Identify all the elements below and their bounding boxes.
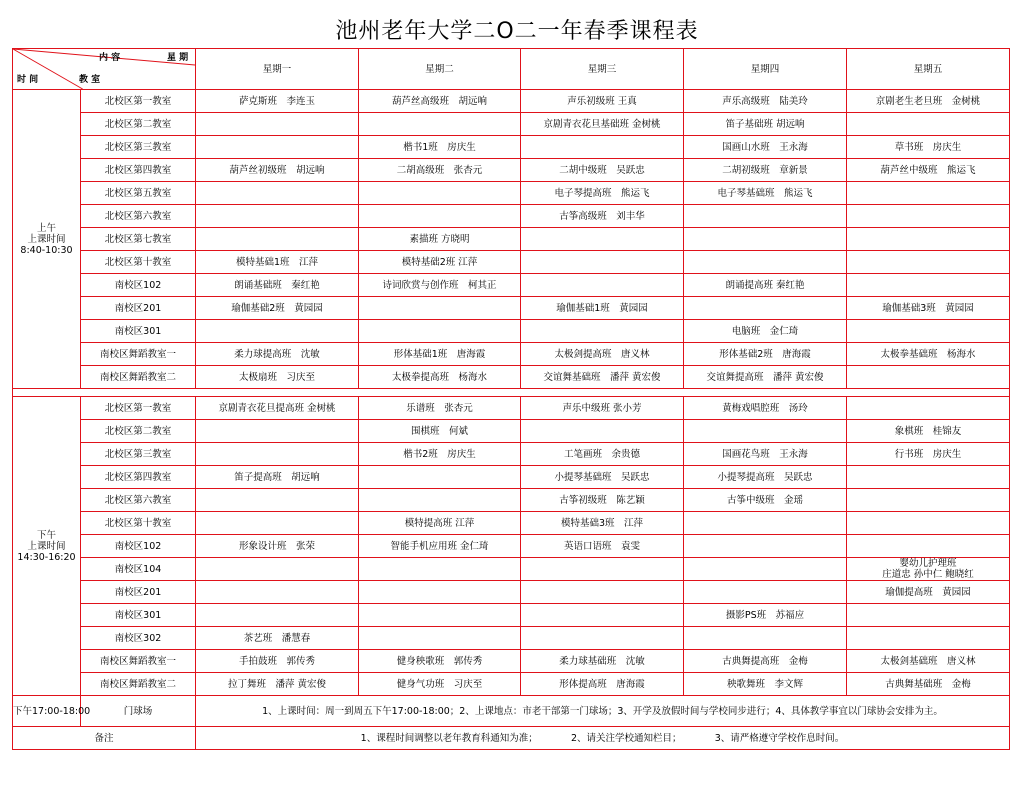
course-cell: 黄梅戏唱腔班 汤玲 xyxy=(684,397,847,420)
course-cell xyxy=(521,581,684,604)
corner-time-label: 时 间 xyxy=(17,75,39,85)
course-cell: 素描班 方晓明 xyxy=(359,228,521,251)
course-cell: 形体提高班 唐海霞 xyxy=(521,673,684,696)
room-cell: 北校区第六教室 xyxy=(81,489,196,512)
room-cell: 北校区第三教室 xyxy=(81,136,196,159)
course-cell: 古筝初级班 陈艺颖 xyxy=(521,489,684,512)
course-cell xyxy=(521,558,684,581)
course-cell xyxy=(196,420,359,443)
afternoon-row xyxy=(13,443,1010,466)
course-cell: 古典舞提高班 金梅 xyxy=(684,650,847,673)
course-cell xyxy=(521,136,684,159)
room-cell: 北校区第六教室 xyxy=(81,205,196,228)
course-cell: 葫芦丝高级班 胡远响 xyxy=(359,90,521,113)
course-cell xyxy=(684,228,847,251)
course-cell: 模特基础3班 江萍 xyxy=(521,512,684,535)
course-cell xyxy=(359,320,521,343)
course-cell: 古典舞基础班 金梅 xyxy=(847,673,1010,696)
page-title: 池州老年大学二O二一年春季课程表 xyxy=(335,19,699,44)
room-cell: 南校区舞蹈教室二 xyxy=(81,366,196,389)
course-cell: 太极剑提高班 唐义林 xyxy=(521,343,684,366)
course-cell: 小提琴提高班 吴跃忠 xyxy=(684,466,847,489)
course-cell xyxy=(196,136,359,159)
day-header-thu: 星期四 xyxy=(684,49,847,90)
course-cell: 二胡初级班 章新景 xyxy=(684,159,847,182)
corner-week-label: 星 期 xyxy=(167,53,189,63)
course-cell: 模特提高班 江萍 xyxy=(359,512,521,535)
room-cell: 南校区201 xyxy=(81,581,196,604)
room-cell: 北校区第十教室 xyxy=(81,251,196,274)
room-cell: 北校区第二教室 xyxy=(81,420,196,443)
course-cell xyxy=(359,205,521,228)
course-cell: 萨克斯班 李连玉 xyxy=(196,90,359,113)
course-cell: 笛子提高班 胡远响 xyxy=(196,466,359,489)
course-cell: 京剧青衣花旦基础班 金树桃 xyxy=(521,113,684,136)
course-cell xyxy=(684,205,847,228)
room-cell: 北校区第四教室 xyxy=(81,466,196,489)
course-cell xyxy=(684,297,847,320)
course-cell xyxy=(847,113,1010,136)
course-cell xyxy=(521,420,684,443)
course-cell-line: 庄道忠 孙中仁 鲍晓红 xyxy=(882,569,974,580)
course-cell: 古筝高级班 刘丰华 xyxy=(521,205,684,228)
day-header-mon: 星期一 xyxy=(196,49,359,90)
course-cell: 摄影PS班 苏福应 xyxy=(684,604,847,627)
afternoon-row xyxy=(13,650,1010,673)
room-cell: 北校区第五教室 xyxy=(81,182,196,205)
course-cell: 形体基础2班 唐海霞 xyxy=(684,343,847,366)
course-cell: 朗诵基础班 秦红艳 xyxy=(196,274,359,297)
course-cell: 模特基础1班 江萍 xyxy=(196,251,359,274)
morning-row xyxy=(13,205,1010,228)
course-cell: 围棋班 何斌 xyxy=(359,420,521,443)
course-cell: 笛子基础班 胡远响 xyxy=(684,113,847,136)
day-header-tue: 星期二 xyxy=(359,49,521,90)
course-cell: 瑜伽提高班 黄园园 xyxy=(847,581,1010,604)
afternoon-period-cell xyxy=(13,397,81,696)
afternoon-period-line: 上课时间 xyxy=(27,540,66,552)
course-cell: 声乐初级班 王真 xyxy=(521,90,684,113)
course-cell xyxy=(521,274,684,297)
course-cell: 英语口语班 袁雯 xyxy=(521,535,684,558)
morning-row xyxy=(13,251,1010,274)
course-cell: 太极剑基础班 唐义林 xyxy=(847,650,1010,673)
course-cell xyxy=(847,535,1010,558)
course-cell xyxy=(196,205,359,228)
morning-period-cell xyxy=(13,90,81,389)
room-cell: 南校区102 xyxy=(81,535,196,558)
course-cell xyxy=(521,228,684,251)
course-cell: 行书班 房庆生 xyxy=(847,443,1010,466)
course-cell xyxy=(359,581,521,604)
corner-content-label: 内 容 xyxy=(99,53,121,63)
course-cell xyxy=(847,274,1010,297)
course-cell: 太极拳基础班 杨海水 xyxy=(847,343,1010,366)
course-cell: 交谊舞提高班 潘萍 黄宏俊 xyxy=(684,366,847,389)
course-cell: 交谊舞基础班 潘萍 黄宏俊 xyxy=(521,366,684,389)
course-cell xyxy=(684,512,847,535)
course-cell: 京剧青衣花旦提高班 金树桃 xyxy=(196,397,359,420)
course-cell xyxy=(684,558,847,581)
course-cell: 瑜伽基础3班 黄园园 xyxy=(847,297,1010,320)
course-cell: 二胡高级班 张杏元 xyxy=(359,159,521,182)
course-cell: 楷书1班 房庆生 xyxy=(359,136,521,159)
course-cell xyxy=(196,558,359,581)
course-cell: 工笔画班 余贵德 xyxy=(521,443,684,466)
room-cell: 南校区301 xyxy=(81,604,196,627)
course-cell: 太极拳提高班 杨海水 xyxy=(359,366,521,389)
course-cell xyxy=(196,489,359,512)
morning-row xyxy=(13,366,1010,389)
room-cell: 北校区第一教室 xyxy=(81,397,196,420)
header-corner xyxy=(13,49,196,90)
course-cell xyxy=(684,420,847,443)
course-cell xyxy=(684,627,847,650)
course-cell: 国画山水班 王永海 xyxy=(684,136,847,159)
afternoon-row xyxy=(13,420,1010,443)
course-cell: 拉丁舞班 潘萍 黄宏俊 xyxy=(196,673,359,696)
morning-period-line: 上午 xyxy=(36,222,56,234)
morning-period-line: 上课时间 xyxy=(27,233,66,245)
course-cell: 象棋班 桂锦友 xyxy=(847,420,1010,443)
course-cell xyxy=(847,366,1010,389)
remarks-text-cell: 1、课程时间调整以老年教育科通知为准； 2、请关注学校通知栏目； 3、请严格遵守学校作息时间。 xyxy=(196,727,1010,750)
course-cell xyxy=(359,297,521,320)
afternoon-row xyxy=(13,558,1010,581)
header-row xyxy=(13,49,1010,90)
course-cell: 诗词欣赏与创作班 柯其正 xyxy=(359,274,521,297)
room-cell: 南校区舞蹈教室一 xyxy=(81,650,196,673)
morning-row xyxy=(13,274,1010,297)
course-cell xyxy=(684,251,847,274)
room-cell: 北校区第十教室 xyxy=(81,512,196,535)
course-cell xyxy=(847,251,1010,274)
separator-cell xyxy=(13,389,1010,397)
evening-note-cell: 1、上课时间：周一到周五下午17:00-18:00；2、上课地点：市老干部第一门球场；3、开学及放假时间与学校同步进行；4、具体教学事宜以门球协会安排为主。 xyxy=(196,696,1010,727)
remarks-label-cell: 备注 xyxy=(13,727,196,750)
afternoon-row xyxy=(13,466,1010,489)
course-cell xyxy=(847,205,1010,228)
course-cell: 古筝中级班 金瑶 xyxy=(684,489,847,512)
course-cell: 手拍鼓班 郭传秀 xyxy=(196,650,359,673)
morning-row xyxy=(13,90,1010,113)
room-cell: 南校区302 xyxy=(81,627,196,650)
course-cell xyxy=(521,627,684,650)
course-cell xyxy=(847,397,1010,420)
course-cell: 电子琴基础班 熊运飞 xyxy=(684,182,847,205)
room-cell: 南校区102 xyxy=(81,274,196,297)
course-cell xyxy=(359,113,521,136)
section-separator xyxy=(13,389,1010,397)
course-cell: 朗诵提高班 秦红艳 xyxy=(684,274,847,297)
course-cell xyxy=(847,228,1010,251)
course-cell: 柔力球基础班 沈敏 xyxy=(521,650,684,673)
day-header-fri: 星期五 xyxy=(847,49,1010,90)
morning-row xyxy=(13,182,1010,205)
course-cell: 小提琴基础班 吴跃忠 xyxy=(521,466,684,489)
course-cell: 京剧老生老旦班 金树桃 xyxy=(847,90,1010,113)
course-cell xyxy=(196,182,359,205)
course-cell xyxy=(847,558,1010,581)
afternoon-row xyxy=(13,489,1010,512)
morning-row xyxy=(13,320,1010,343)
room-cell: 北校区第七教室 xyxy=(81,228,196,251)
course-cell xyxy=(847,512,1010,535)
course-cell xyxy=(359,627,521,650)
course-cell: 声乐高级班 陆美玲 xyxy=(684,90,847,113)
course-cell xyxy=(521,320,684,343)
morning-row xyxy=(13,343,1010,366)
evening-time-cell: 下午17:00-18:00 xyxy=(13,696,81,727)
course-cell: 茶艺班 潘慧春 xyxy=(196,627,359,650)
morning-row xyxy=(13,113,1010,136)
room-cell: 南校区104 xyxy=(81,558,196,581)
course-cell xyxy=(359,558,521,581)
course-cell xyxy=(684,535,847,558)
morning-period-line: 8:40-10:30 xyxy=(20,244,73,256)
course-cell xyxy=(847,182,1010,205)
morning-row xyxy=(13,297,1010,320)
course-cell xyxy=(521,604,684,627)
evening-row xyxy=(13,696,1010,727)
evening-room-cell: 门球场 xyxy=(81,696,196,727)
afternoon-period-line: 下午 xyxy=(36,529,56,541)
course-cell xyxy=(847,489,1010,512)
course-cell: 葫芦丝中级班 熊运飞 xyxy=(847,159,1010,182)
course-cell: 柔力球提高班 沈敏 xyxy=(196,343,359,366)
course-cell: 形体基础1班 唐海霞 xyxy=(359,343,521,366)
schedule-table xyxy=(12,48,1010,750)
afternoon-row xyxy=(13,604,1010,627)
day-header-wed: 星期三 xyxy=(521,49,684,90)
afternoon-row xyxy=(13,673,1010,696)
course-cell: 形象设计班 张荣 xyxy=(196,535,359,558)
room-cell: 南校区201 xyxy=(81,297,196,320)
afternoon-period-line: 14:30-16:20 xyxy=(17,551,76,563)
course-cell xyxy=(196,604,359,627)
room-cell: 北校区第一教室 xyxy=(81,90,196,113)
morning-row xyxy=(13,228,1010,251)
room-cell: 北校区第四教室 xyxy=(81,159,196,182)
course-cell xyxy=(196,512,359,535)
course-cell-line: 婴幼儿护理班 xyxy=(899,558,957,569)
course-cell: 秧歌舞班 李文辉 xyxy=(684,673,847,696)
room-cell: 北校区第三教室 xyxy=(81,443,196,466)
course-cell: 国画花鸟班 王永海 xyxy=(684,443,847,466)
course-cell: 声乐中级班 张小芳 xyxy=(521,397,684,420)
course-cell: 太极扇班 习庆至 xyxy=(196,366,359,389)
course-cell: 瑜伽基础2班 黄园园 xyxy=(196,297,359,320)
afternoon-row xyxy=(13,627,1010,650)
course-cell xyxy=(196,320,359,343)
course-cell: 葫芦丝初级班 胡远响 xyxy=(196,159,359,182)
course-cell xyxy=(359,466,521,489)
course-cell: 智能手机应用班 金仁琦 xyxy=(359,535,521,558)
course-cell: 草书班 房庆生 xyxy=(847,136,1010,159)
course-cell xyxy=(196,581,359,604)
afternoon-row xyxy=(13,535,1010,558)
afternoon-row xyxy=(13,512,1010,535)
course-cell: 乐谱班 张杏元 xyxy=(359,397,521,420)
room-cell: 北校区第二教室 xyxy=(81,113,196,136)
morning-row xyxy=(13,159,1010,182)
afternoon-row xyxy=(13,397,1010,420)
course-cell: 电子琴提高班 熊运飞 xyxy=(521,182,684,205)
course-cell xyxy=(847,466,1010,489)
course-cell: 模特基础2班 江萍 xyxy=(359,251,521,274)
course-cell xyxy=(684,581,847,604)
course-cell xyxy=(521,251,684,274)
room-cell: 南校区舞蹈教室一 xyxy=(81,343,196,366)
course-cell: 二胡中级班 吴跃忠 xyxy=(521,159,684,182)
course-cell: 健身气功班 习庆至 xyxy=(359,673,521,696)
course-cell: 电脑班 金仁琦 xyxy=(684,320,847,343)
course-cell xyxy=(196,113,359,136)
course-cell xyxy=(359,489,521,512)
afternoon-row xyxy=(13,581,1010,604)
course-cell xyxy=(847,604,1010,627)
course-cell xyxy=(847,320,1010,343)
corner-room-label: 教 室 xyxy=(79,75,101,85)
course-cell xyxy=(847,627,1010,650)
room-cell: 南校区301 xyxy=(81,320,196,343)
course-cell xyxy=(196,228,359,251)
course-cell: 瑜伽基础1班 黄园园 xyxy=(521,297,684,320)
morning-row xyxy=(13,136,1010,159)
room-cell: 南校区舞蹈教室二 xyxy=(81,673,196,696)
course-cell xyxy=(196,443,359,466)
remarks-row xyxy=(13,727,1010,750)
course-cell: 楷书2班 房庆生 xyxy=(359,443,521,466)
course-cell xyxy=(359,604,521,627)
course-cell xyxy=(359,182,521,205)
course-cell: 健身秧歌班 郭传秀 xyxy=(359,650,521,673)
